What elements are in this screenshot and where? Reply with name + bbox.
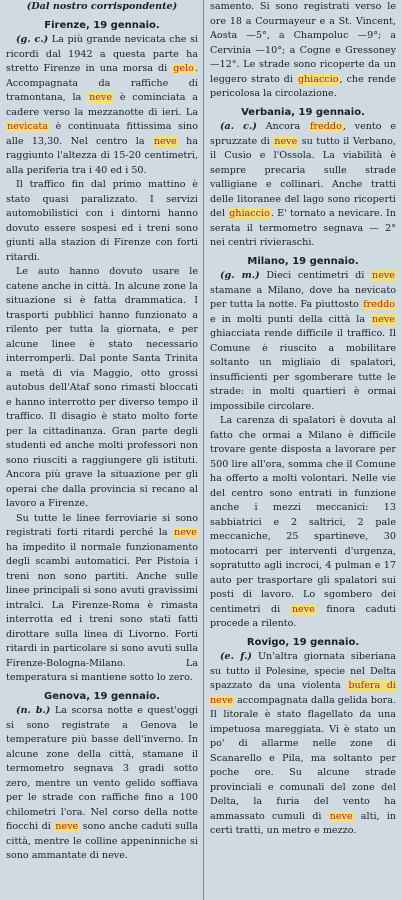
highlight-neve: neve: [153, 135, 177, 147]
highlight-neve: neve: [274, 135, 298, 147]
highlight-neve: neve: [55, 821, 79, 832]
firenze-paragraph-4: Su tutte le linee ferroviarie si sono registrati forti ritardi perché la neve ha impedito il normale funzionamento degli scambi automatici. Per Pistoia i treni non sono partiti. Anche sulle linee principali si sono avuti gravissimi intralci. La Firenze-Roma è rimasta interrotta ed i treni sono stati fatti dirottare sulla linea di Livorno. Forti ritardi in particolare si sono avuti sulla Firenze-Bologna-Milano. La temperatura si mantiene sotto lo zero.: [6, 512, 198, 683]
verbania-paragraph-1: (a. c.) Ancora freddo, vento e spruzzate di neve su tutto il Verbano, il Cusio e l'Ossola. La viabilità è sempre precaria sulle strade valligiane e collinari. Anche tratti delle litoranee del lago sono ricoperti del ghiaccio. E' tornato a nevicare. In serata il termometro segnava — 2° nei centri rivieraschi.: [210, 121, 396, 248]
column-divider: [203, 0, 204, 900]
highlight-neve: neve: [329, 810, 353, 822]
highlight-neve: neve: [291, 603, 315, 615]
right-column: [210, 0, 396, 900]
byline: (Dal nostro corrispondente): [26, 1, 178, 12]
highlight-gelo: gelo: [173, 63, 194, 74]
dateline-milano: Milano, 19 gennaio.: [247, 255, 359, 267]
highlight-freddo: freddo: [363, 299, 395, 310]
highlight-neve: neve: [372, 313, 395, 325]
firenze-paragraph-2: Il traffico fin dal primo mattino è stato quasi paralizzato. I servizi automobilistici con i dintorni hanno dovuto essere sospesi ed i treni sono giunti alla stazion di Firenze con forti ritardi.: [6, 179, 198, 263]
highlight-ghiaccio: ghiaccio: [297, 73, 339, 85]
milano-paragraph-1: (g. m.) Dieci centimetri di neve stamane a Milano, dove ha nevicato per tutta la notte. Fa piuttosto freddo e in molti punti della città la neve ghiacciata rende difficile il traffico. Il Comune è riuscito a mobilitare soltanto un migliaio di spalatori, insufficienti per sgomberare tutte le strade: in molti quartieri è ormai impossibile circolare.: [210, 270, 396, 412]
milano-paragraph-2: La carenza di spalatori è dovuta al fatto che ormai a Milano è difficile trovare gente disposta a lavorare per 500 lire all'ora, somma che il Comune ha offerto a molti volontari. Nelle vie del centro sono entrati in funzione anche i mezzi meccanici: 13 sabbiatrici e 2 saltrici, 2 pale meccaniche, 25 spartineve, 30 motocarri per interventi d'urgenza, sopratutto agli incroci, 4 pulman e 17 auto per trasportare gli spalatori sui posti di lavoro. Lo sgombero dei centimetri di neve finora caduti procede a rilento.: [210, 415, 396, 629]
firenze-paragraph-3: Le auto hanno dovuto usare le catene anche in città. In alcune zone la situazione si è fatta drammatica. I trasporti pubblici hanno funzionato a rilento per tutta la giornata, e per alcune linee è stato necessario interromperli. Dal ponte Santa Trinita a metà di via Maggio, otto grossi autobus dell'Ataf sono rimasti bloccati e hanno interrotto per diverso tempo il traffico. Il disagio è stato molto forte per la cittadinanza. Gran parte degli studenti ed anche molti professori non sono riusciti a raggiungere gli istituti. Ancora più grave la situazione per gli operai che dalla provincia si recano al lavoro a Firenze.: [6, 266, 198, 509]
continued-paragraph: samento. Si sono registrati verso le ore 18 a Courmayeur e a St. Vincent, Aosta —5°, a Champoluc —9°; a Cervinia —10°; a Cogne e Gressoney —12°. Le strade sono ricoperte da un leggero strato di ghiaccio, che rende pericolosa la circolazione.: [210, 1, 396, 99]
dateline-firenze: Firenze, 19 gennaio.: [44, 19, 160, 31]
left-column: [6, 0, 198, 900]
dateline-rovigo: Rovigo, 19 gennaio.: [246, 636, 360, 648]
genova-paragraph-1: (n. b.) La scorsa notte e quest'oggi si sono registrate a Genova le temperature più basse dell'inverno. In alcune zone della città, stamane il termometro segnava 3 gradi sotto zero, mentre un vento gelido soffiava per le strade con raffiche fino a 100 chilometri l'ora. Nel corso della notte fiocchi di neve sono anche caduti sulla città, mentre le colline appeninniche si sono ammantate di neve.: [6, 705, 198, 861]
highlight-freddo: freddo: [309, 121, 342, 132]
firenze-paragraph-1: (g. c.) La più grande nevicata che si ricordi dal 1942 a questa parte ha stretto Firenze in una morsa di gelo. Accompagnata da raffiche di tramontana, la neve è cominciata a cadere verso la mezzanotte di ieri. La nevicata è continuata fittissima sino alle 13,30. Nel centro la neve ha raggiunto l'altezza di 15-20 centimetri, alla periferia tra i 40 ed i 50.: [6, 34, 198, 176]
highlight-neve: neve: [174, 527, 197, 538]
rovigo-paragraph-1: (e. f.) Un'altra giornata siberiana su tutto il Polesine, specie nel Delta spazzato da una violenta bufera di neve accompagnata dalla gelida bora. Il litorale è stato flagellato da una impetuosa mareggiata. Vi è stato un po' di allarme nelle zone di Scanarello e Pila, ma soltanto per poche ore. Su alcune strade provinciali e comunali del zone del Delta, la furia del vento ha ammassato cumuli di neve alti, in certi tratti, un metro e mezzo.: [210, 651, 396, 836]
highlight-ghiaccio: ghiaccio: [229, 208, 270, 219]
highlight-bufera-di-neve: bufera di neve: [210, 680, 396, 706]
highlight-neve: neve: [372, 270, 395, 281]
dateline-verbania: Verbania, 19 gennaio.: [241, 106, 365, 118]
highlight-neve: neve: [89, 92, 113, 103]
dateline-genova: Genova, 19 gennaio.: [44, 690, 160, 702]
highlight-nevicata: nevicata: [7, 121, 49, 132]
